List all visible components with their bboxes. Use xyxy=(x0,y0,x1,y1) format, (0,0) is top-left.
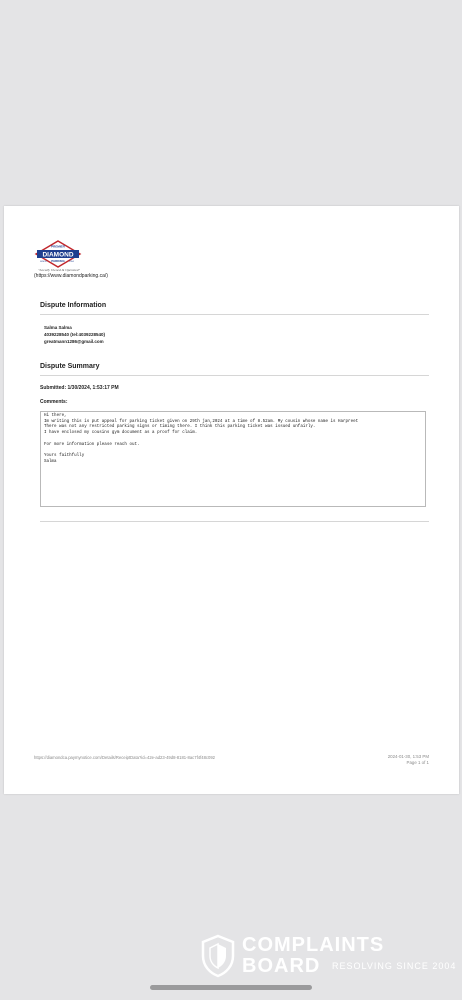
divider xyxy=(40,521,429,522)
comments-label: Comments: xyxy=(40,399,68,405)
dispute-summary-heading: Dispute Summary xyxy=(40,363,100,370)
logo-brand-main: DIAMOND xyxy=(42,251,74,259)
footer-page-number: Page 1 of 1 xyxy=(406,760,429,765)
comments-textarea: Hi there, Im writing this is put appeal for parking ticket given on 29th jan,2024 at a time of 8.52am. My cousin whose name is Harpreet There was not any restricted parking signs or timing there. I think this parking ticket was issued unfairly. I have enclosed my cousins gym document as a proof for claim. For more information please reach out. Yours faithfully Salma xyxy=(40,411,426,507)
footer-datetime: 2024-01-30, 1:53 PM xyxy=(387,754,429,759)
claimant-phone: 4039228540 (tel:4039228540) xyxy=(44,332,106,337)
divider xyxy=(40,314,429,315)
complaints-board-watermark xyxy=(200,934,457,982)
claimant-email: greatmann1286@gmail.com xyxy=(44,339,104,344)
footer-url: https://diamondca.paymynotice.com/Details/ReceiptData?id=42e-ad23-49d8-8181-8ac7f4f48c092 xyxy=(34,755,215,760)
document-page xyxy=(4,206,459,794)
home-indicator[interactable] xyxy=(150,985,312,990)
logo-brand-bottom: PARKING xyxy=(51,259,65,263)
watermark-line2: BOARD xyxy=(242,955,321,977)
claimant-name: Salma Salma xyxy=(44,325,72,330)
submitted-timestamp: Submitted: 1/30/2024, 1:53:17 PM xyxy=(40,385,119,391)
watermark-line1: COMPLAINTS xyxy=(242,934,385,956)
dispute-information-heading: Dispute Information xyxy=(40,302,107,309)
shield-icon xyxy=(200,934,236,978)
footer-meta xyxy=(388,754,429,766)
logo-since: SINCE xyxy=(40,261,47,263)
logo-brand-top: PREMIER xyxy=(51,244,65,249)
company-url: (https://www.diamondparking.ca/) xyxy=(34,273,108,279)
logo-year: 1954 xyxy=(69,261,74,263)
watermark-tagline: RESOLVING SINCE 2004 xyxy=(332,961,457,971)
divider xyxy=(40,375,429,376)
diamond-parking-logo xyxy=(34,240,104,272)
logo-tagline: "Locally Owned & Operated" xyxy=(38,268,80,272)
diamond-logo-icon xyxy=(34,240,82,268)
